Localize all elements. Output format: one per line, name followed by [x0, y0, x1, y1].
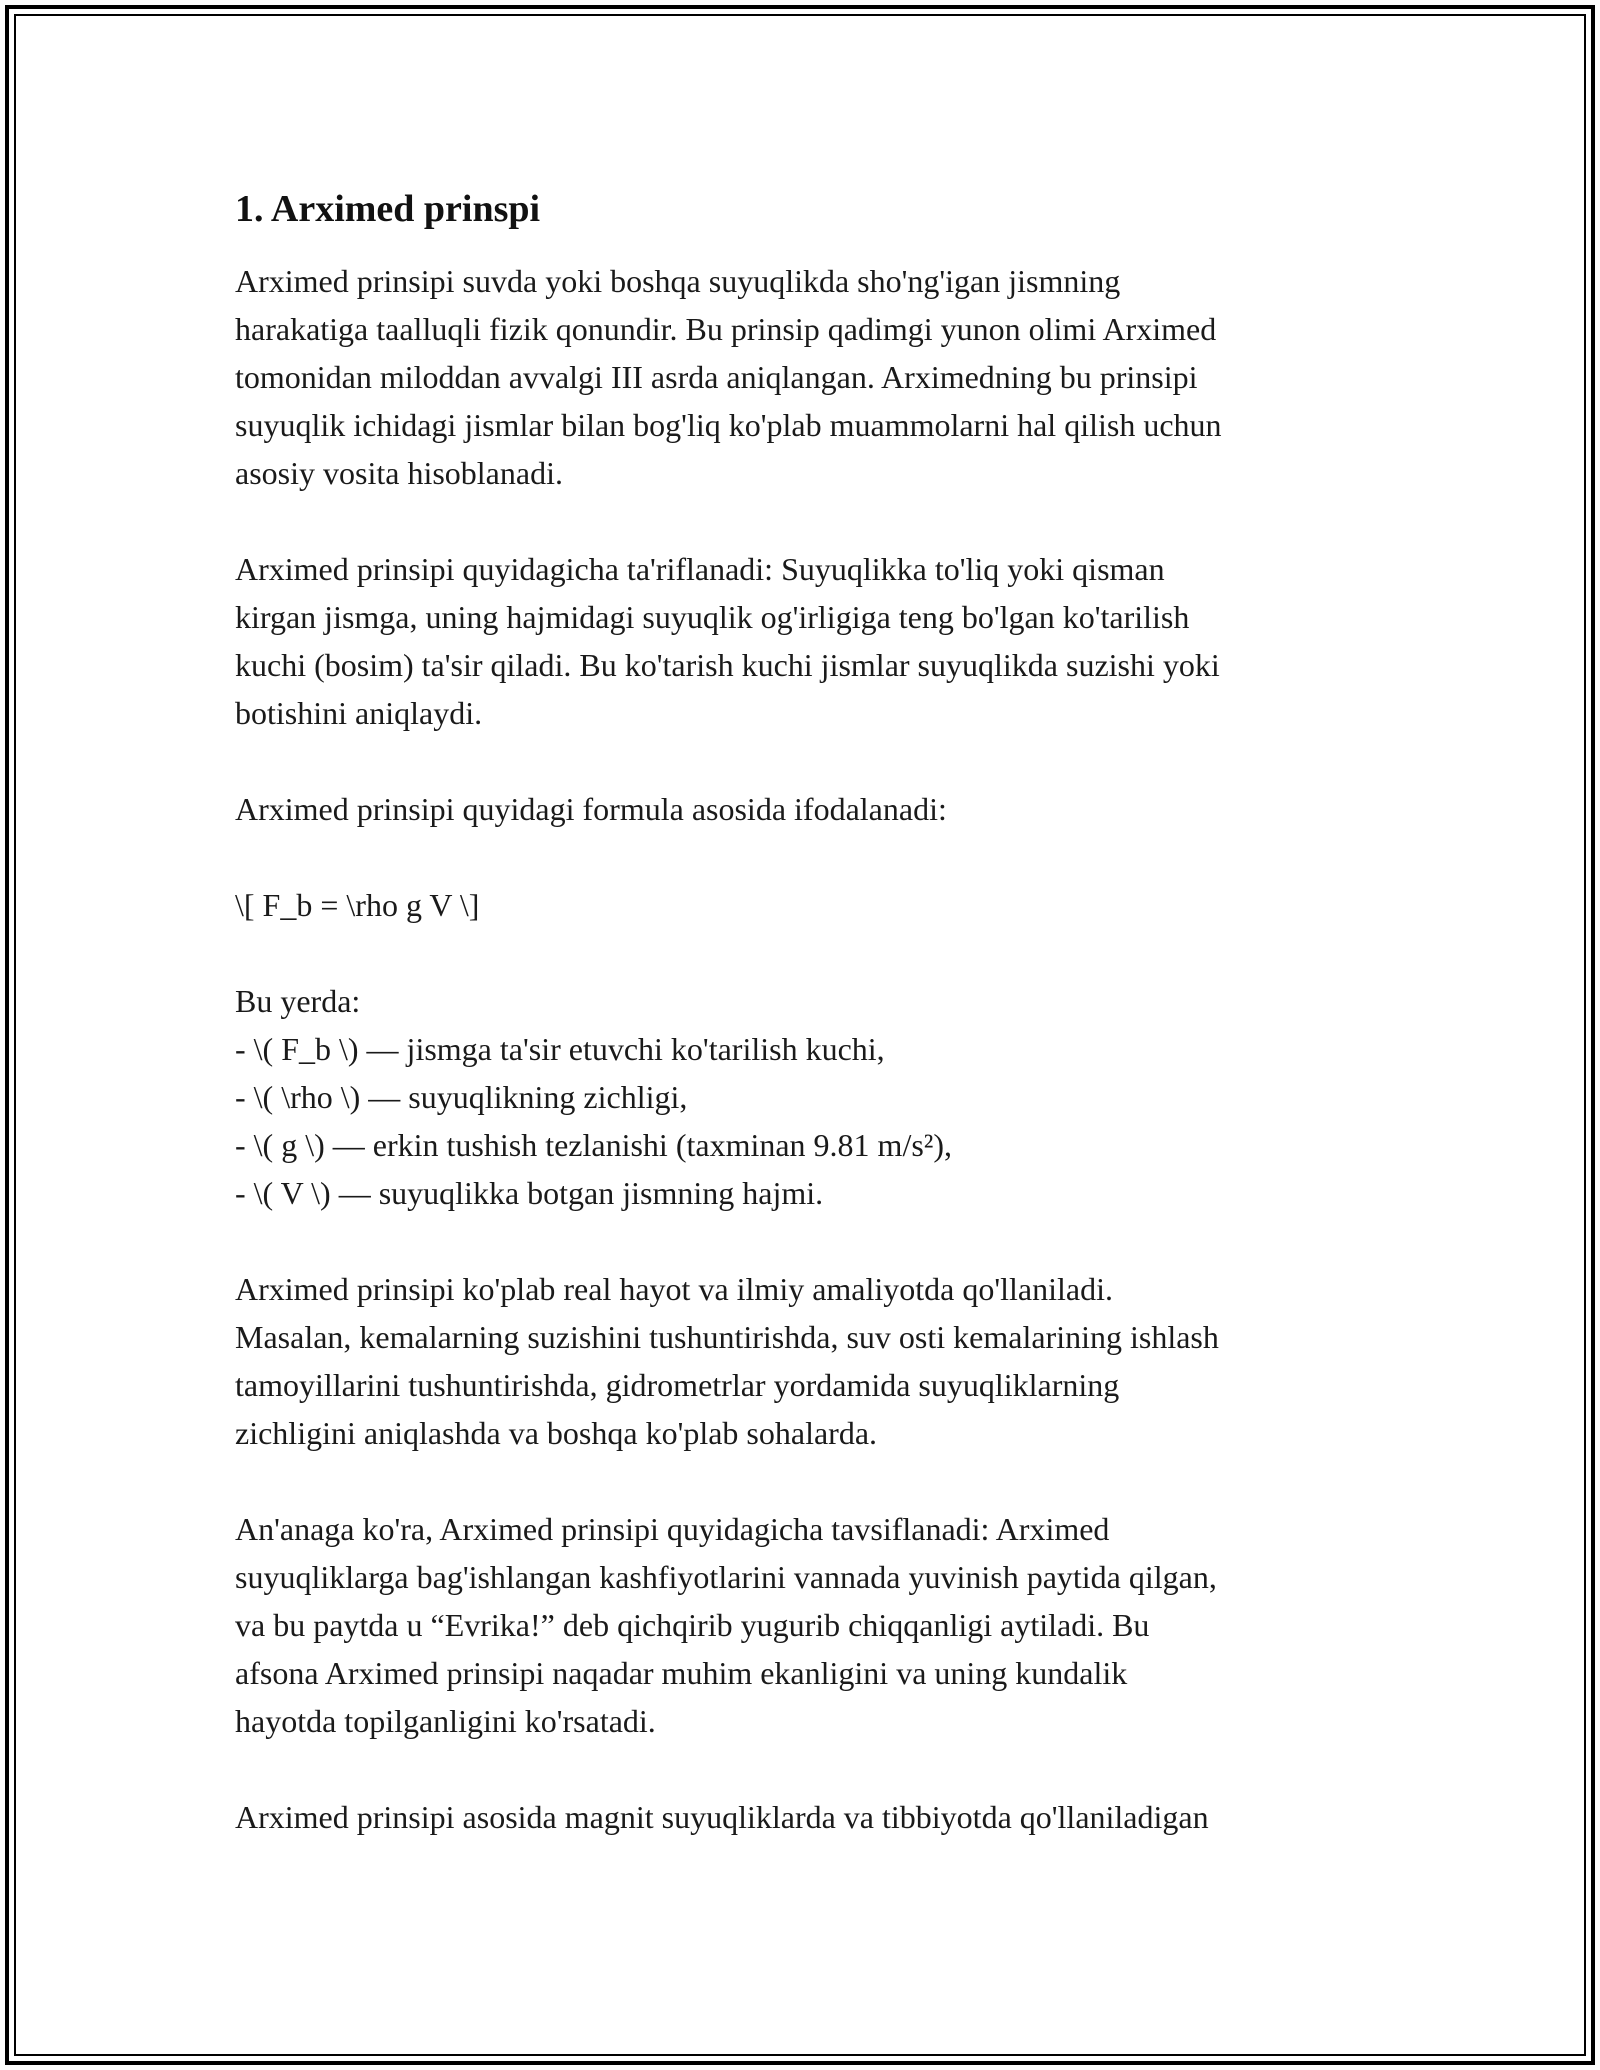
variable-list: [235, 977, 1385, 1217]
paragraph-legend: An'anaga ko'ra, Arximed prinsipi quyidagicha tavsiflanadi: Arximed suyuqliklarga bag'ishlangan kashfiyotlarini vannada yuvinish paytida qilgan, va bu paytda u “Evrika!” deb qichqirib yugurib chiqqanligi aytiladi. Bu afsona Arximed prinsipi naqadar muhim ekanligini va uning kundalik hayotda topilganligini ko'rsatadi.: [235, 1511, 1217, 1739]
variable-list-item: - \( \rho \) — suyuqlikning zichligi,: [235, 1079, 688, 1115]
paragraph-definition: Arximed prinsipi quyidagicha ta'riflanadi: Suyuqlikka to'liq yoki qisman kirgan jismga, uning hajmidagi suyuqlik og'irligiga teng bo'lgan ko'tarilish kuchi (bosim) ta'sir qiladi. Bu ko'tarish kuchi jismlar suyuqlikda suzishi yoki botishini aniqlaydi.: [235, 551, 1220, 731]
paragraph-intro: Arximed prinsipi suvda yoki boshqa suyuqlikda sho'ng'igan jismning harakatiga taalluqli fizik qonundir. Bu prinsip qadimgi yunon olimi Arximed tomonidan miloddan avvalgi III asrda aniqlangan. Arximedning bu prinsipi suyuqlik ichidagi jismlar bilan bog'liq ko'plab muammolarni hal qilish uchun asosiy vosita hisoblanadi.: [235, 263, 1222, 491]
document-body: [235, 185, 1385, 1889]
variable-list-item: - \( g \) — erkin tushish tezlanishi (taxminan 9.81 m/s²),: [235, 1127, 953, 1163]
paragraph-continuation: Arximed prinsipi asosida magnit suyuqliklarda va tibbiyotda qo'llaniladigan: [235, 1799, 1209, 1835]
variable-list-item: - \( F_b \) — jismga ta'sir etuvchi ko'tarilish kuchi,: [235, 1031, 885, 1067]
paragraph-formula-intro: Arximed prinsipi quyidagi formula asosida ifodalanadi:: [235, 791, 947, 827]
section-heading: 1. Arximed prinspi: [235, 188, 541, 230]
variable-list-intro: Bu yerda:: [235, 983, 361, 1019]
formula-text: \[ F_b = \rho g V \]: [235, 887, 480, 923]
variable-list-item: - \( V \) — suyuqlikka botgan jismning hajmi.: [235, 1175, 824, 1211]
paragraph-applications: Arximed prinsipi ko'plab real hayot va ilmiy amaliyotda qo'llaniladi. Masalan, kemalarning suzishini tushuntirishda, suv osti kemalarining ishlash tamoyillarini tushuntirishda, gidrometrlar yordamida suyuqliklarning zichligini aniqlashda va boshqa ko'plab sohalarda.: [235, 1271, 1219, 1451]
